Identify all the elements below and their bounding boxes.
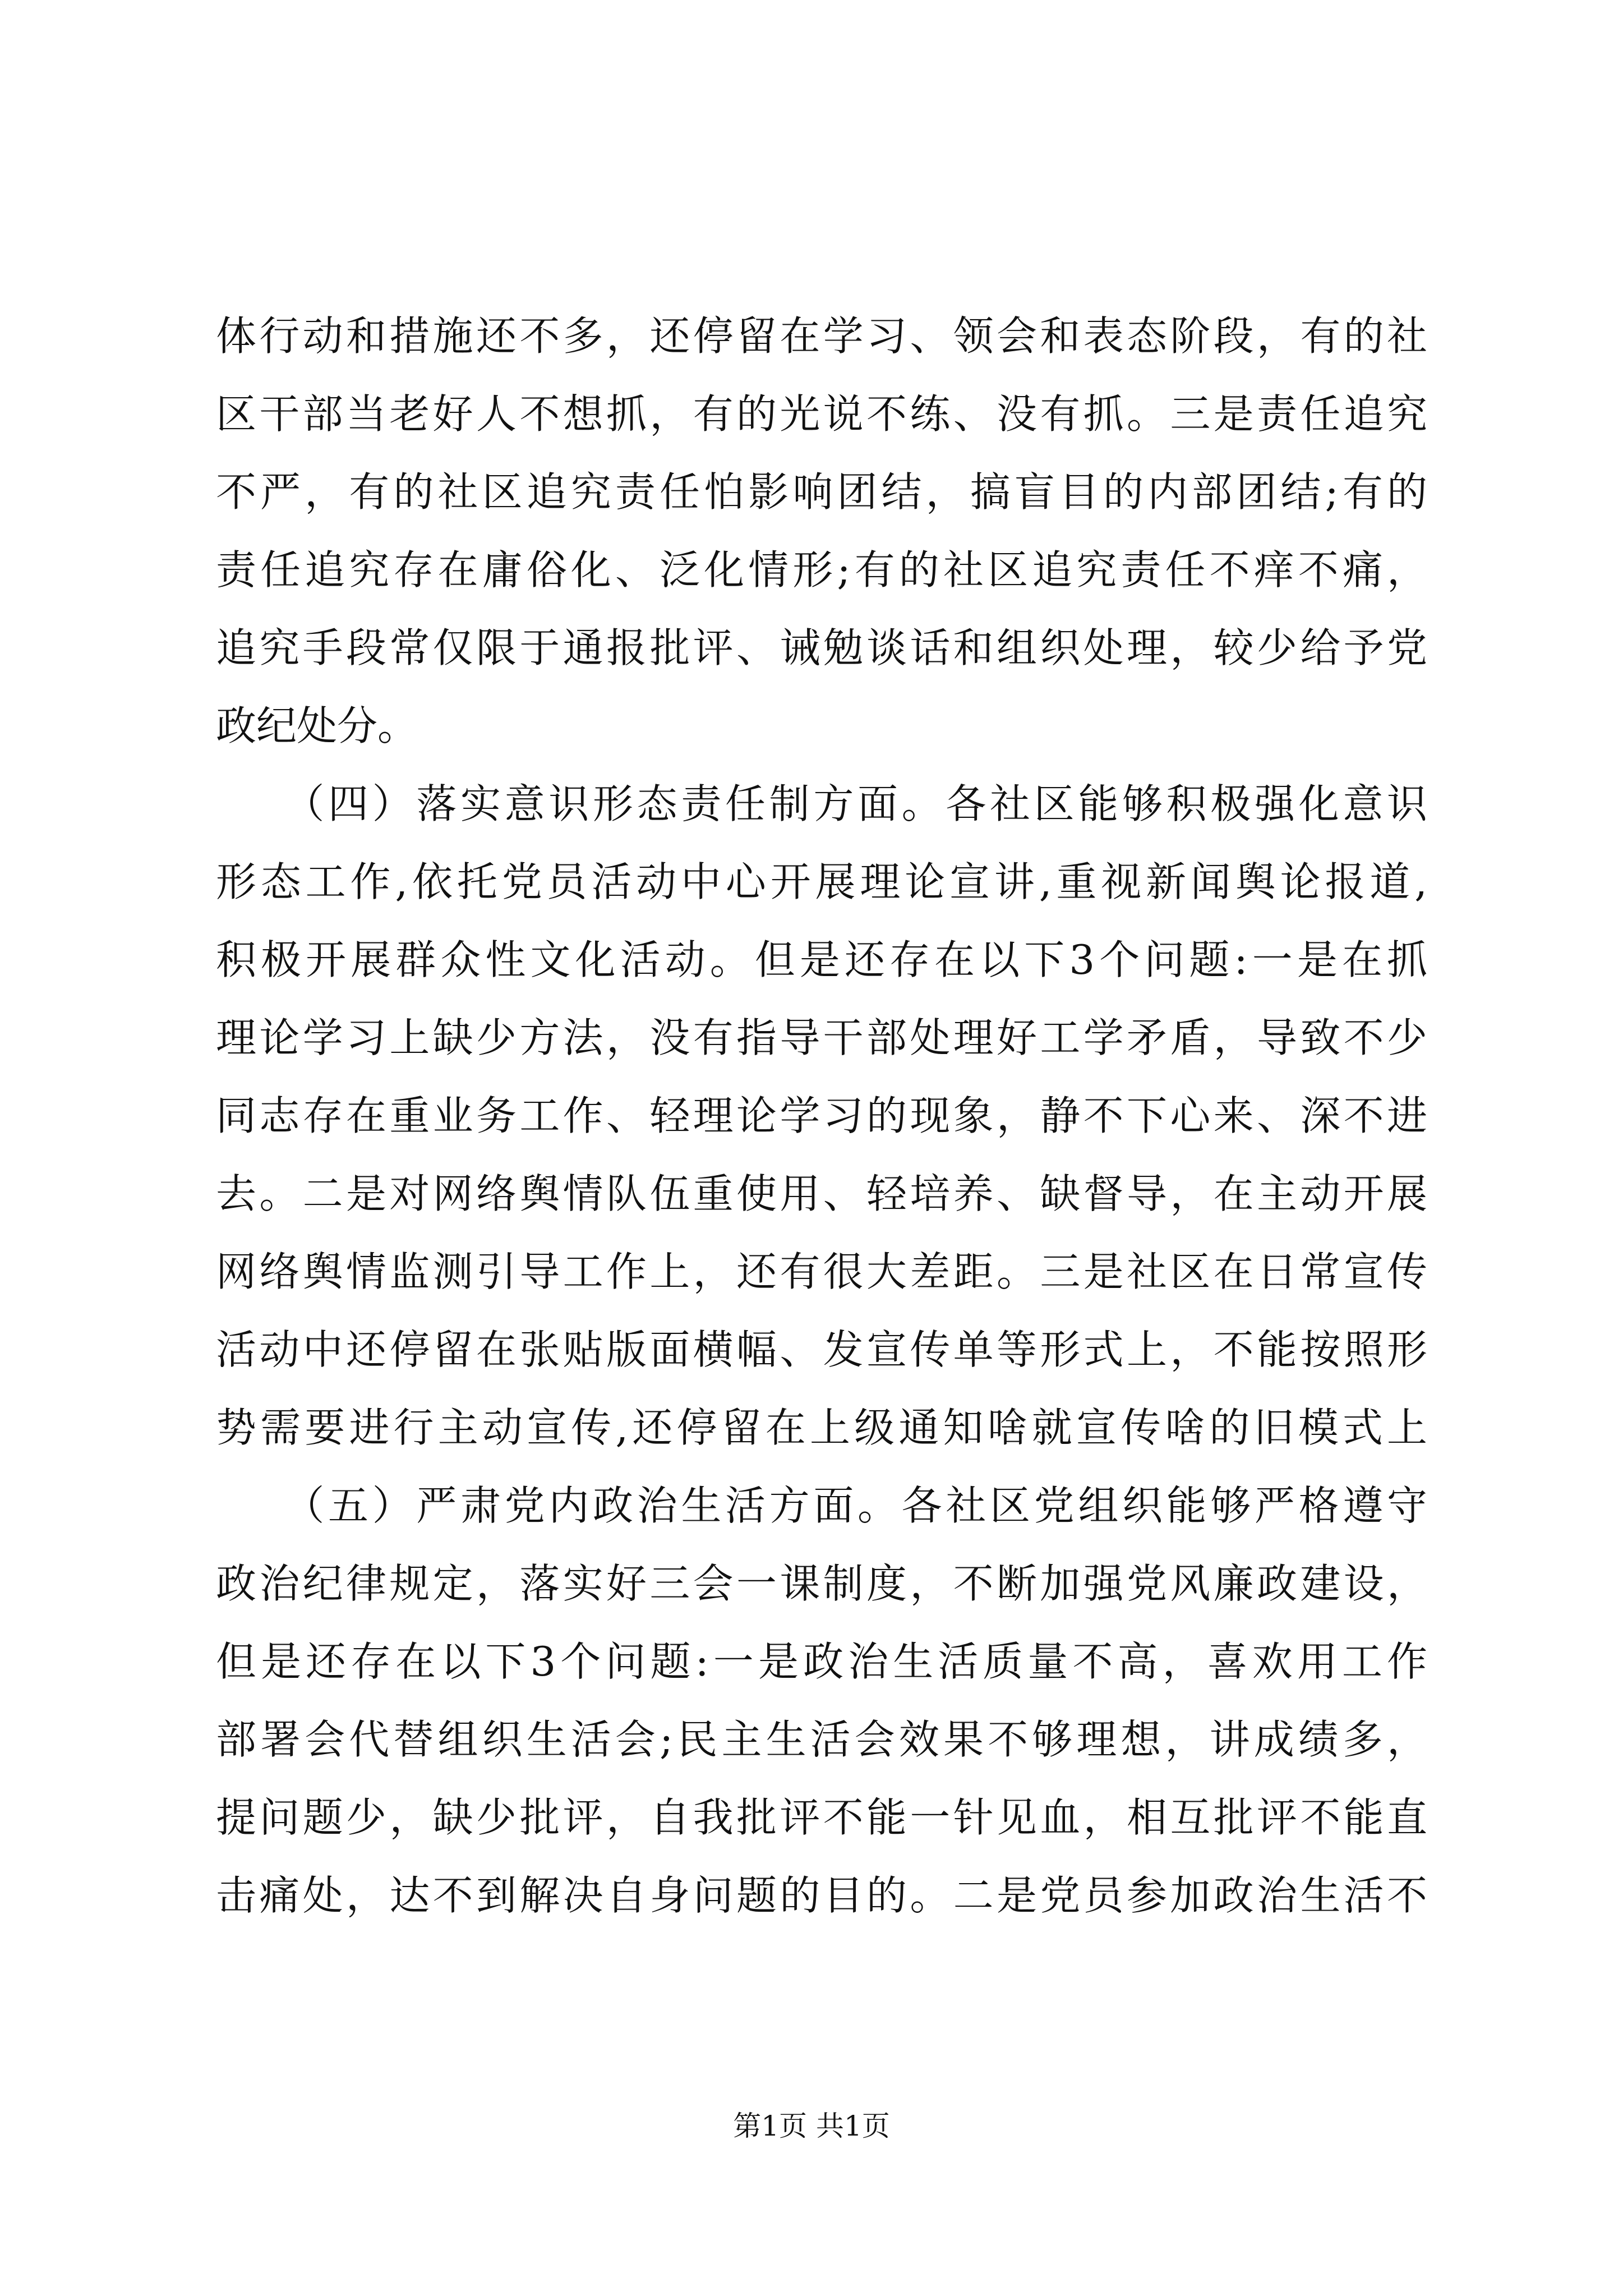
text-line: （四）落实意识形态责任制方面。各社区能够积极强化意识 <box>216 780 1427 827</box>
text-line: （五）严肃党内政治生活方面。各社区党组织能够严格遵守 <box>216 1482 1427 1529</box>
text-line: 责任追究存在庸俗化、泛化情形;有的社区追究责任不痒不痛， <box>216 546 1427 593</box>
text-line: 去。二是对网络舆情队伍重使用、轻培养、缺督导，在主动开展 <box>216 1170 1427 1217</box>
text-line: 部署会代替组织生活会;民主生活会效果不够理想，讲成绩多， <box>216 1716 1427 1763</box>
text-line: 政治纪律规定，落实好三会一课制度，不断加强党风廉政建设， <box>216 1560 1427 1607</box>
text-line: 理论学习上缺少方法，没有指导干部处理好工学矛盾，导致不少 <box>216 1014 1427 1061</box>
page-number: 第1页 共1页 <box>733 2110 890 2142</box>
text-line: 不严，有的社区追究责任怕影响团结，搞盲目的内部团结;有的 <box>216 468 1427 516</box>
text-line: 积极开展群众性文化活动。但是还存在以下3个问题:一是在抓 <box>216 936 1427 983</box>
text-line: 势需要进行主动宣传,还停留在上级通知啥就宣传啥的旧模式上 <box>216 1404 1427 1451</box>
body-text <box>216 297 1427 1935</box>
text-line: 但是还存在以下3个问题:一是政治生活质量不高，喜欢用工作 <box>216 1638 1427 1685</box>
text-line: 形态工作,依托党员活动中心开展理论宣讲,重视新闻舆论报道, <box>216 858 1427 905</box>
text-line: 提问题少，缺少批评，自我批评不能一针见血，相互批评不能直 <box>216 1794 1427 1841</box>
text-line: 同志存在重业务工作、轻理论学习的现象，静不下心来、深不进 <box>216 1092 1427 1139</box>
text-line: 体行动和措施还不多，还停留在学习、领会和表态阶段，有的社 <box>216 312 1427 360</box>
text-line: 击痛处，达不到解决自身问题的目的。二是党员参加政治生活不 <box>216 1872 1427 1919</box>
text-line: 区干部当老好人不想抓，有的光说不练、没有抓。三是责任追究 <box>216 390 1427 438</box>
text-line: 活动中还停留在张贴版面横幅、发宣传单等形式上，不能按照形 <box>216 1326 1427 1373</box>
text-line: 政纪处分。 <box>216 702 418 749</box>
page-footer <box>0 2106 1623 2146</box>
text-line: 网络舆情监测引导工作上，还有很大差距。三是社区在日常宣传 <box>216 1248 1427 1295</box>
text-line: 追究手段常仅限于通报批评、诫勉谈话和组织处理，较少给予党 <box>216 624 1427 671</box>
